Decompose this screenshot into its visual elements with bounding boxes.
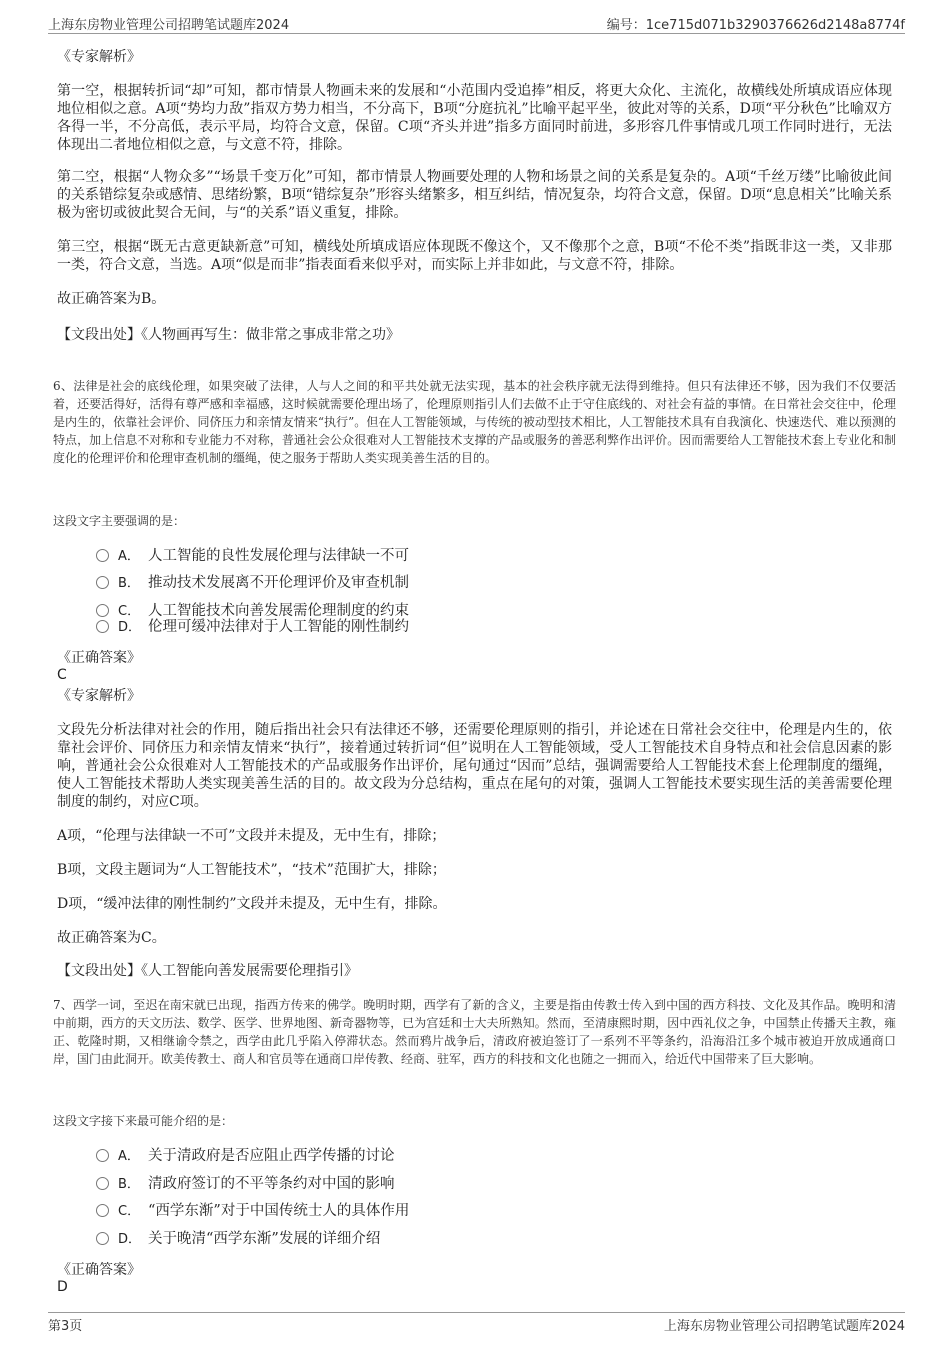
option-text: 伦理可缓冲法律对于人工智能的刚性制约 [148,619,409,635]
q5-para2-text: 第二空，根据“人物众多”“场景千变万化”可知，都市情景人物画要处理的人物和场景之间的关系是复杂的。A项“千丝万缕”比喻彼此间的关系错综复杂或感情、思绪纷繁，B项“错综复杂”形容头绪繁多，相互纠结，情况复杂，均符合文意，保留。D项“息息相关”比喻关系极为密切或彼此契合无间，与“的关系”语义重复，排除。 [57,169,892,221]
q7-option-c[interactable] [96,1201,409,1221]
q7-option-a[interactable] [96,1146,395,1166]
q7-answer: D [57,1279,68,1295]
radio-icon[interactable] [96,1204,109,1217]
option-letter: C． [118,1204,141,1219]
q5-analysis-para1 [57,82,892,154]
option-text: 推动技术发展离不开伦理评价及审查机制 [148,575,409,591]
radio-icon[interactable] [96,1232,109,1245]
option-text: 人工智能技术向善发展需伦理制度的约束 [148,603,409,619]
q6-answer: C [57,667,67,683]
q5-conclusion: 故正确答案为B。 [57,291,166,307]
option-text: 关于晚清“西学东渐”发展的详细介绍 [148,1231,381,1247]
q6-option-b[interactable] [96,573,409,593]
q6-option-d[interactable] [96,617,409,637]
q7-question: 7、西学一词，至迟在南宋就已出现，指西方传来的佛学。晚明时期，西学有了新的含义，主要是指由传教士传入到中国的西方科技、文化及其作品。晚明和清中前期，西方的天文历法、数学、医学、世界地图、新奇器物等，已为宫廷和士大夫所熟知。然而，至清康熙时期，因中西礼仪之争，中国禁止传播天主教，雍正、乾隆时期，又相继谕令禁之，西学由此几乎陷入停滞状态。然而鸦片战争后，清政府被迫签订了一系列不平等条约，沿海沿江多个城市被迫开放成通商口岸，国门由此洞开。欧美传教士、商人和官员等在通商口岸传教、经商、驻军，西方的科技和文化也随之一拥而入，给近代中国带来了巨大影响。 [53,998,896,1066]
header-doc-id: 编号：1ce715d071b3290376626d2148a8774f [606,18,905,33]
q6-ask: 这段文字主要强调的是： [53,514,186,528]
q6-question: 6、法律是社会的底线伦理，如果突破了法律，人与人之间的和平共处就无法实现，基本的社会秩序就无法得到维持。但只有法律还不够，因为我们不仅要活着，还要活得好，活得有尊严感和幸福感，这时候就需要伦理出场了，伦理原则指引人们去做不止于守住底线的、对社会有益的事情。在日常社会交往中，伦理是内生的，依靠社会评价、同侪压力和亲情友情来“执行”。但在人工智能领域，与传统的被动型技术相比，人工智能技术具有自我演化、快速迭代、难以预测的特点，加上信息不对称和专业能力不对称，普通社会公众很难对人工智能技术支撑的产品或服务的善恶利弊作出评价。因而需要给人工智能技术套上专业化和制度化的伦理评价和伦理审查机制的缰绳，使之服务于帮助人类实现美善生活的目的。 [53,379,896,465]
radio-icon[interactable] [96,549,109,562]
q6-source: 【文段出处】《人工智能向善发展需要伦理指引》 [57,963,358,979]
q7-option-d[interactable] [96,1229,380,1249]
option-letter: A． [118,1149,140,1164]
q6-expert-label: 《专家解析》 [57,688,141,704]
radio-icon[interactable] [96,620,109,633]
header-title: 上海东房物业管理公司招聘笔试题库2024 [48,18,290,33]
q5-expert-label: 《专家解析》 [57,49,141,65]
page-number: 第3页 [48,1319,83,1334]
q5-analysis-para2 [57,168,892,222]
option-letter: C． [118,604,141,619]
radio-icon[interactable] [96,604,109,617]
footer-title: 上海东房物业管理公司招聘笔试题库2024 [663,1319,905,1334]
q6-explain-d: D项，“缓冲法律的刚性制约”文段并未提及，无中生有，排除。 [57,896,447,912]
q7-option-b[interactable] [96,1174,395,1194]
option-text: 清政府签订的不平等条约对中国的影响 [148,1176,395,1192]
radio-icon[interactable] [96,576,109,589]
q7-ask: 这段文字接下来最可能介绍的是： [53,1114,234,1128]
q6-analysis [57,721,892,811]
q6-answer-label: 《正确答案》 [57,650,141,666]
radio-icon[interactable] [96,1177,109,1190]
q7-answer-label: 《正确答案》 [57,1262,141,1278]
q6-explain-a: A项，“伦理与法律缺一不可”文段并未提及，无中生有，排除； [57,828,446,844]
option-letter: B． [118,576,140,591]
option-letter: A． [118,549,140,564]
option-text: “西学东渐”对于中国传统士人的具体作用 [148,1203,410,1219]
q6-explain-b: B项，文段主题词为“人工智能技术”，“技术”范围扩大，排除； [57,862,446,878]
page-header [48,14,905,32]
footer-divider [48,1312,905,1313]
option-text: 人工智能的良性发展伦理与法律缺一不可 [148,548,409,564]
q5-para1-text: 第一空，根据转折词“却”可知，都市情景人物画未来的发展和“小范围内受追捧”相反，将更大众化、主流化，故横线处所填成语应体现地位相似之意。A项“势均力敌”指双方势力相当，不分高下，B项“分庭抗礼”比喻平起平坐，彼此对等的关系，D项“平分秋色”比喻双方各得一半，不分高低，表示平局，均符合文意，保留。C项“齐头并进”指多方面同时前进，多形容几件事情或几项工作同时进行，无法体现出二者地位相似之意，与文意不符，排除。 [57,83,892,153]
option-letter: D． [118,1232,142,1247]
q6-analysis-text: 文段先分析法律对社会的作用，随后指出社会只有法律还不够，还需要伦理原则的指引，并论述在日常社会交往中，伦理是内生的，依靠社会评价、同侪压力和亲情友情来“执行”，接着通过转折词“但”说明在人工智能领域，受人工智能技术自身特点和社会信息因素的影响，普通社会公众很难对人工智能技术的产品或服务作出评价，尾句通过“因而”总结，强调需要给人工智能技术套上伦理制度的缰绳，使人工智能技术帮助人类实现美善生活的目的。故文段为分总结构，重点在尾句的对策，强调人工智能技术要实现生活的美善需要伦理制度的制约，对应C项。 [57,722,892,810]
option-letter: B． [118,1177,140,1192]
page-footer [48,1315,905,1333]
option-text: 关于清政府是否应阻止西学传播的讨论 [148,1148,395,1164]
q5-para3-text: 第三空，根据“既无古意更缺新意”可知，横线处所填成语应体现既不像这个，又不像那个之意，B项“不伦不类”指既非这一类，又非那一类，符合文意，当选。A项“似是而非”指表面看来似乎对，而实际上并非如此，与文意不符，排除。 [57,239,892,273]
radio-icon[interactable] [96,1149,109,1162]
option-letter: D． [118,620,142,635]
q6-conclusion: 故正确答案为C。 [57,930,166,946]
q5-source: 【文段出处】《人物画再写生：做非常之事成非常之功》 [57,327,400,343]
header-divider [48,33,905,34]
q6-option-a[interactable] [96,546,409,566]
q5-analysis-para3 [57,238,892,274]
